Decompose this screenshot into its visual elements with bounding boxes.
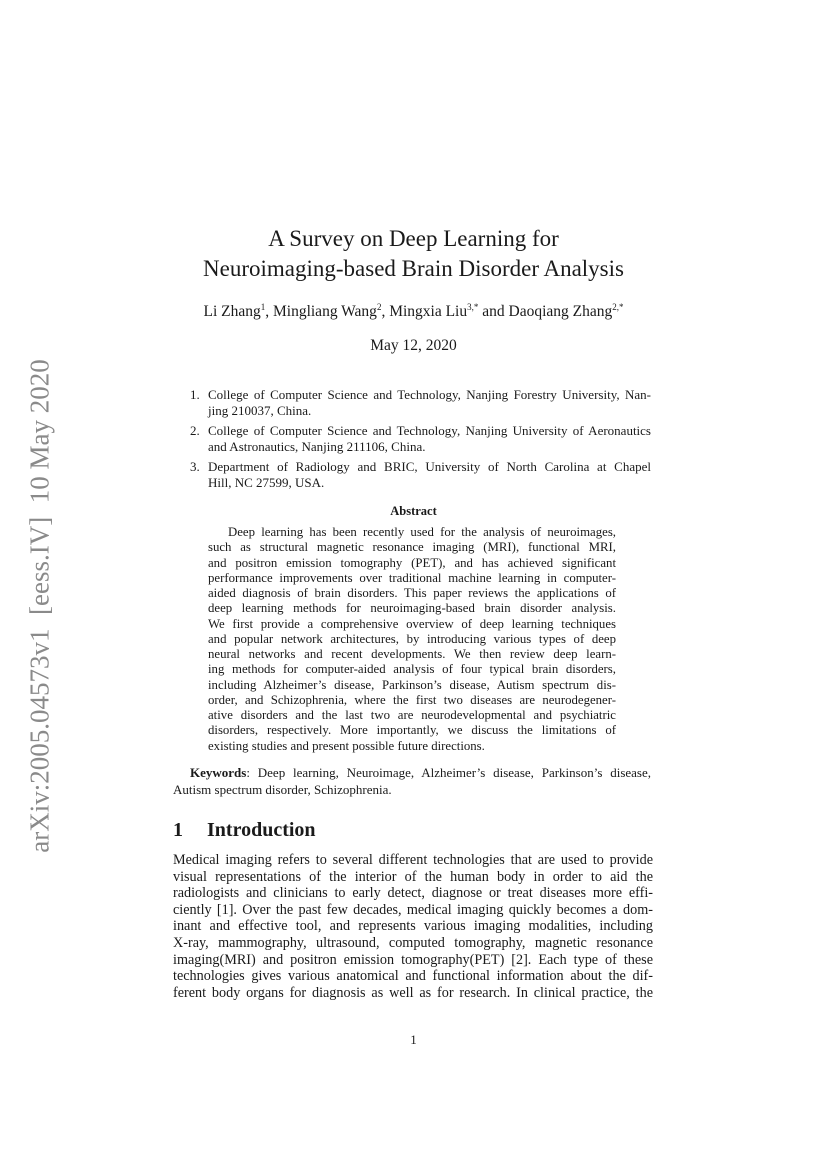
section-title: Introduction: [207, 819, 316, 841]
affiliation-line: jing 210037, China.: [208, 403, 312, 418]
intro-line: ferent body organs for diagnosis as well as for research. In clinical practice, the: [173, 984, 653, 1001]
abstract-line: order, and Schizophrenia, where the first two diseases are neurodegener-: [208, 692, 616, 707]
author: Li Zhang: [203, 303, 261, 321]
page-number: 1: [410, 1032, 417, 1047]
abstract-line: aided diagnosis of brain disorders. This paper reviews the applications of: [208, 586, 616, 600]
paper-title-line-2: Neuroimaging-based Brain Disorder Analysis: [203, 256, 624, 281]
affiliation-number: 3.: [190, 459, 200, 474]
author-separator: and: [478, 303, 509, 321]
intro-line: Medical imaging refers to several different technologies that are used to provide: [173, 852, 653, 868]
intro-line: visual representations of the interior of the human body in order to aid the: [173, 868, 653, 885]
keywords-label: Keywords: [190, 765, 247, 780]
intro-line: inant and effective tool, and represents various imaging modalities, including: [173, 918, 653, 935]
author: Daoqiang Zhang: [508, 303, 613, 321]
paper-date: May 12, 2020: [370, 337, 457, 354]
arxiv-stamp: arXiv:2005.04573v1 [eess.IV] 10 May 2020: [24, 359, 55, 853]
intro-line: ciently [1]. Over the past few decades, medical imaging quickly becomes a dom-: [173, 901, 653, 918]
keywords-text: : Deep learning, Neuroimage, Alzheimer’s disease, Parkinson’s disease,: [246, 765, 651, 780]
author-separator: ,: [381, 303, 390, 321]
affiliation-line: Hill, NC 27599, USA.: [208, 475, 325, 490]
abstract-line: deep learning methods for neuroimaging-based brain disorder analysis.: [208, 601, 616, 616]
abstract-line: performance improvements over traditional machine learning in computer-: [208, 570, 616, 585]
author: Mingliang Wang: [272, 303, 377, 321]
intro-line: radiologists and clinicians to early detect, diagnose or treat diseases more effi-: [173, 885, 653, 902]
intro-line: imaging(MRI) and positron emission tomography(PET) [2]. Each type of these: [173, 951, 653, 968]
section-number: 1: [173, 819, 183, 841]
author-affiliation-mark: 3,*: [467, 302, 479, 312]
keywords-line-2: Autism spectrum disorder, Schizophrenia.: [173, 782, 392, 797]
abstract-line: existing studies and present possible future directions.: [208, 738, 485, 753]
affiliation-line: and Astronautics, Nanjing 211106, China.: [208, 439, 426, 454]
affiliation-line: College of Computer Science and Technology, Nanjing University of Aeronautics: [208, 423, 651, 438]
abstract-line: ing methods for computer-aided analysis of four typical brain disorders,: [208, 662, 616, 677]
keywords-line-1: [190, 765, 651, 781]
author-affiliation-mark: 2: [376, 302, 382, 312]
affiliation-line: Department of Radiology and BRIC, University of North Carolina at Chapel: [208, 459, 651, 474]
intro-line: technologies gives various anatomical and functional information about the dif-: [173, 968, 653, 985]
abstract-line: and popular network architectures, by introducing various types of deep: [208, 631, 616, 646]
abstract-heading: Abstract: [390, 504, 437, 518]
abstract-line: including Alzheimer’s disease, Parkinson’s disease, Autism spectrum dis-: [208, 677, 616, 692]
author-list: [0, 302, 827, 321]
section-heading: [173, 819, 316, 842]
affiliation-number: 2.: [190, 423, 200, 438]
author-affiliation-mark: 2,*: [612, 302, 624, 312]
intro-line: X-ray, mammography, ultrasound, computed tomography, magnetic resonance: [173, 935, 653, 951]
paper-title-line-1: A Survey on Deep Learning for: [268, 226, 559, 251]
abstract-line: disorders, respectively. More importantly, we discuss the limitations of: [208, 723, 616, 738]
author: Mingxia Liu: [389, 303, 468, 321]
affiliation-number: 1.: [190, 387, 200, 402]
author-affiliation-mark: 1: [260, 302, 266, 312]
abstract-line: ative disorders and the last two are neurodevelopmental and psychiatric: [208, 708, 616, 722]
abstract-line: We first provide a comprehensive overview of deep learning techniques: [208, 616, 616, 631]
author-separator: ,: [265, 303, 273, 321]
abstract-line: and positron emission tomography (PET), and has achieved significant: [208, 555, 616, 570]
affiliation-line: College of Computer Science and Technology, Nanjing Forestry University, Nan-: [208, 387, 651, 402]
abstract-line: Deep learning has been recently used for the analysis of neuroimages,: [228, 525, 616, 539]
abstract-line: such as structural magnetic resonance imaging (MRI), functional MRI,: [208, 540, 616, 555]
abstract-line: neural networks and recent developments. We then review deep learn-: [208, 647, 616, 661]
